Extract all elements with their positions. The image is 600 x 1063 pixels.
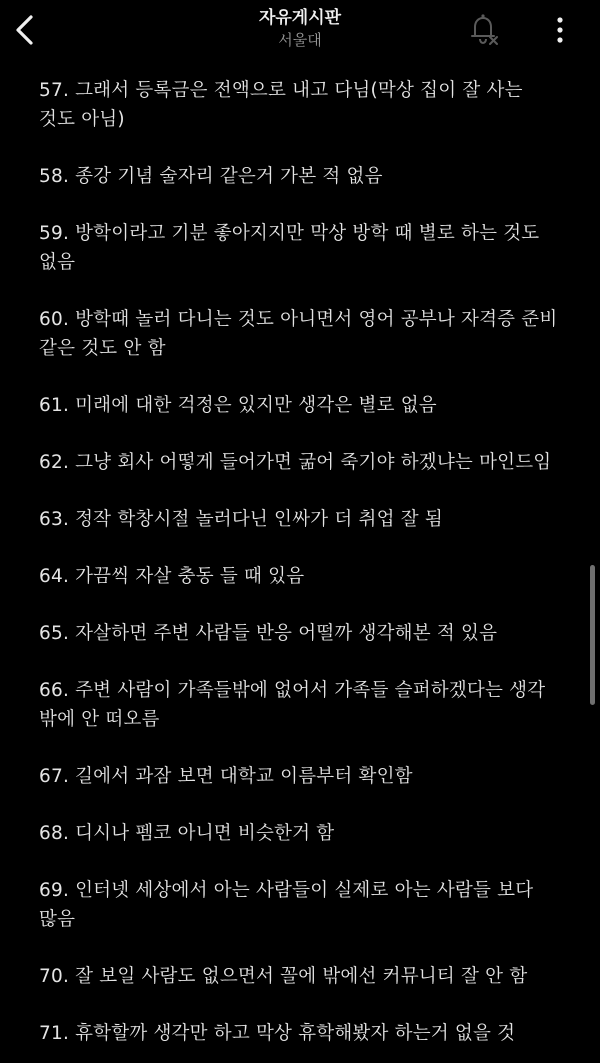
post-list-item: 65. 자살하면 주변 사람들 반응 어떨까 생각해본 적 있음: [39, 623, 498, 644]
post-list-item: 58. 종강 기념 술자리 같은거 가본 적 없음: [39, 166, 383, 187]
page-title: 자유게시판: [258, 8, 342, 28]
post-list-item: 66. 주변 사람이 가족들밖에 없어서 가족들 슬퍼하겠다는 생각 밖에 안 떠오름: [39, 680, 546, 730]
post-list-item: 57. 그래서 등록금은 전액으로 내고 다님(막상 집이 잘 사는 것도 아님): [39, 80, 523, 130]
post-list-item: 69. 인터넷 세상에서 아는 사람들이 실제로 아는 사람들 보다 많음: [39, 880, 534, 930]
post-list-item: 70. 잘 보일 사람도 없으면서 꼴에 밖에선 커뮤니티 잘 안 함: [39, 966, 528, 987]
post-list-item: 62. 그냥 회사 어떻게 들어가면 굶어 죽기야 하겠냐는 마인드임: [39, 452, 552, 473]
top-bar: [0, 0, 600, 62]
post-list-item: 60. 방학때 놀러 다니는 것도 아니면서 영어 공부나 자격증 준비 같은 것도 안 함: [39, 309, 558, 359]
scrollbar-thumb[interactable]: [590, 565, 595, 705]
notification-toggle-button[interactable]: [466, 12, 502, 48]
post-list-item: 64. 가끔씩 자살 충동 들 때 있음: [39, 566, 305, 587]
post-list-item: 67. 길에서 과잠 보면 대학교 이름부터 확인함: [39, 766, 413, 787]
post-list-item: 68. 디시나 펨코 아니면 비슷한거 함: [39, 823, 335, 844]
back-button[interactable]: [10, 10, 40, 50]
post-list-item: 59. 방학이라고 기분 좋아지지만 막상 방학 때 별로 하는 것도 없음: [39, 223, 540, 273]
more-vertical-icon: [548, 14, 572, 48]
post-list-item: 63. 정작 학창시절 놀러다닌 인싸가 더 취업 잘 됨: [39, 509, 443, 530]
header-title-group: [150, 6, 450, 50]
board-school-name: 서울대: [278, 31, 322, 49]
post-list-item: 61. 미래에 대한 걱정은 있지만 생각은 별로 없음: [39, 395, 437, 416]
bell-off-icon: [466, 12, 502, 48]
chevron-left-icon: [12, 13, 38, 47]
post-list-item: 71. 휴학할까 생각만 하고 막상 휴학해봤자 하는거 없을 것: [39, 1023, 516, 1044]
post-item-list: [39, 76, 564, 1063]
post-body[interactable]: [0, 62, 600, 1063]
more-options-button[interactable]: [548, 14, 572, 48]
